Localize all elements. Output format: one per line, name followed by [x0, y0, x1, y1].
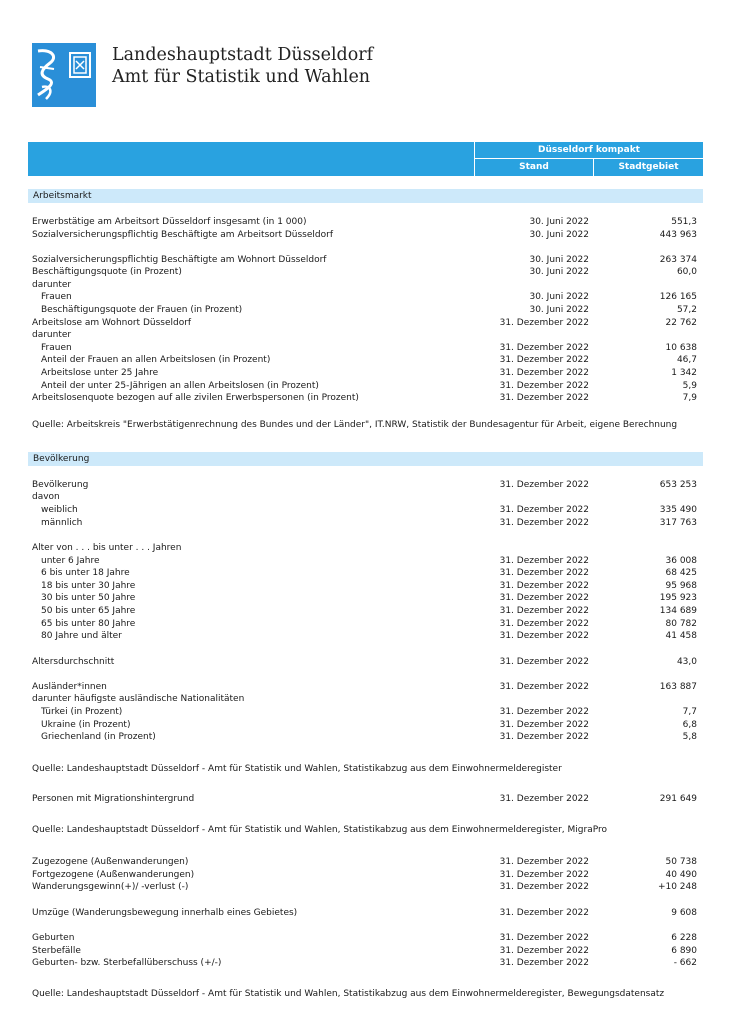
table-row	[32, 491, 700, 504]
row-stand: 31. Dezember 2022	[499, 946, 589, 956]
table-row	[32, 957, 700, 970]
table-row	[32, 907, 700, 920]
row-stand: 31. Dezember 2022	[499, 581, 589, 591]
row-stand: 31. Dezember 2022	[499, 606, 589, 616]
table-row	[32, 229, 700, 242]
row-stand: 31. Dezember 2022	[499, 958, 589, 968]
row-label: Altersdurchschnitt	[32, 657, 115, 667]
row-stand: 31. Dezember 2022	[499, 381, 589, 391]
row-value: 653 253	[659, 480, 697, 490]
table-row	[32, 504, 700, 517]
row-stand: 31. Dezember 2022	[499, 707, 589, 717]
row-stand: 30. Juni 2022	[529, 267, 589, 277]
row-value: 43,0	[676, 657, 697, 667]
row-label: 50 bis unter 65 Jahre	[41, 606, 136, 616]
row-stand: 31. Dezember 2022	[499, 882, 589, 892]
section-header-bevoelkerung	[28, 452, 703, 466]
row-label: Türkei (in Prozent)	[41, 707, 123, 717]
row-stand: 31. Dezember 2022	[499, 556, 589, 566]
row-value: 443 963	[659, 230, 697, 240]
source-note: Quelle: Arbeitskreis "Erwerbstätigenrechnung des Bundes und der Länder", IT.NRW, Statistik der Bundesagentur für Arbeit, eigene Berechnung	[32, 420, 678, 430]
table-row	[32, 216, 700, 229]
row-stand: 31. Dezember 2022	[499, 657, 589, 667]
row-value: 7,7	[682, 707, 697, 717]
row-stand: 31. Dezember 2022	[499, 355, 589, 365]
row-stand: 31. Dezember 2022	[499, 318, 589, 328]
row-label: weiblich	[41, 505, 78, 515]
row-stand: 31. Dezember 2022	[499, 343, 589, 353]
row-value: 36 008	[665, 556, 697, 566]
table-row	[32, 304, 700, 317]
row-label: darunter	[32, 280, 72, 290]
table-row	[32, 693, 700, 706]
row-value: 40 490	[665, 870, 697, 880]
table-row	[32, 517, 700, 530]
row-label: Umzüge (Wanderungsbewegung innerhalb eines Gebietes)	[32, 908, 298, 918]
row-value: 50 738	[665, 857, 697, 867]
row-value: - 662	[673, 958, 697, 968]
table-row	[32, 291, 700, 304]
row-label: Erwerbstätige am Arbeitsort Düsseldorf insgesamt (in 1 000)	[32, 217, 307, 227]
row-label: Anteil der Frauen an allen Arbeitslosen (in Prozent)	[41, 355, 271, 365]
source-note: Quelle: Landeshauptstadt Düsseldorf - Amt für Statistik und Wahlen, Statistikabzug aus dem Einwohnermelderegister, Bewegungsdatensatz	[32, 989, 665, 999]
table-row	[32, 656, 700, 669]
row-label: männlich	[41, 518, 83, 528]
city-logo	[32, 43, 96, 107]
row-value: 10 638	[665, 343, 697, 353]
row-stand: 30. Juni 2022	[529, 305, 589, 315]
row-value: 5,8	[682, 732, 697, 742]
row-value: +10 248	[657, 882, 697, 892]
section-header-arbeitsmarkt	[28, 189, 703, 203]
row-label: 30 bis unter 50 Jahre	[41, 593, 136, 603]
table-row	[32, 266, 700, 279]
section-title: Arbeitsmarkt	[33, 191, 92, 201]
row-stand: 31. Dezember 2022	[499, 857, 589, 867]
row-label: Arbeitslose am Wohnort Düsseldorf	[32, 318, 192, 328]
row-value: 291 649	[659, 794, 697, 804]
org-line-2: Amt für Statistik und Wahlen	[112, 67, 371, 87]
row-stand: 31. Dezember 2022	[499, 720, 589, 730]
row-label: Geburten- bzw. Sterbefallüberschuss (+/-)	[32, 958, 222, 968]
column-header-stadtgebiet: Stadtgebiet	[594, 159, 703, 176]
row-value: 5,9	[682, 381, 697, 391]
row-label: Alter von . . . bis unter . . . Jahren	[32, 543, 182, 553]
row-stand: 31. Dezember 2022	[499, 480, 589, 490]
row-stand: 31. Dezember 2022	[499, 908, 589, 918]
table-row	[32, 706, 700, 719]
row-value: 1 342	[671, 368, 697, 378]
row-value: 551,3	[671, 217, 697, 227]
table-row	[32, 542, 700, 555]
row-value: 335 490	[659, 505, 697, 515]
row-value: 41 458	[665, 631, 697, 641]
column-header-stand: Stand	[475, 159, 593, 176]
row-label: Beschäftigungsquote (in Prozent)	[32, 267, 182, 277]
row-stand: 30. Juni 2022	[529, 230, 589, 240]
row-stand: 30. Juni 2022	[529, 217, 589, 227]
row-value: 134 689	[659, 606, 697, 616]
row-stand: 31. Dezember 2022	[499, 732, 589, 742]
table-row	[32, 605, 700, 618]
table-row	[32, 731, 700, 744]
row-label: Zugezogene (Außenwanderungen)	[32, 857, 189, 867]
row-value: 317 763	[659, 518, 697, 528]
row-stand: 31. Dezember 2022	[499, 368, 589, 378]
row-stand: 31. Dezember 2022	[499, 505, 589, 515]
row-label: Fortgezogene (Außenwanderungen)	[32, 870, 195, 880]
section-title: Bevölkerung	[33, 454, 90, 464]
table-header-bar	[28, 142, 474, 176]
row-label: Frauen	[41, 292, 72, 302]
row-label: Griechenland (in Prozent)	[41, 732, 156, 742]
row-value: 163 887	[659, 682, 697, 692]
row-stand: 30. Juni 2022	[529, 292, 589, 302]
row-value: 46,7	[676, 355, 697, 365]
row-stand: 30. Juni 2022	[529, 255, 589, 265]
row-stand: 31. Dezember 2022	[499, 631, 589, 641]
table-row	[32, 367, 700, 380]
row-label: Anteil der unter 25-Jährigen an allen Arbeitslosen (in Prozent)	[41, 381, 319, 391]
row-stand: 31. Dezember 2022	[499, 870, 589, 880]
row-label: Sozialversicherungspflichtig Beschäftigte am Wohnort Düsseldorf	[32, 255, 327, 265]
column-group-header: Düsseldorf kompakt	[475, 142, 703, 158]
table-row	[32, 354, 700, 367]
table-row	[32, 932, 700, 945]
row-label: 65 bis unter 80 Jahre	[41, 619, 136, 629]
row-stand: 31. Dezember 2022	[499, 682, 589, 692]
row-label: Wanderungsgewinn(+)/ -verlust (-)	[32, 882, 189, 892]
table-row	[32, 856, 700, 869]
row-label: darunter	[32, 330, 72, 340]
table-row	[32, 592, 700, 605]
row-label: Ausländer*innen	[32, 682, 107, 692]
table-row	[32, 630, 700, 643]
row-value: 6,8	[682, 720, 697, 730]
row-label: 80 Jahre und älter	[41, 631, 122, 641]
row-stand: 31. Dezember 2022	[499, 619, 589, 629]
row-label: Sterbefälle	[32, 946, 81, 956]
row-stand: 31. Dezember 2022	[499, 393, 589, 403]
row-value: 57,2	[676, 305, 697, 315]
row-label: Frauen	[41, 343, 72, 353]
row-label: unter 6 Jahre	[41, 556, 100, 566]
duesseldorf-emblem-icon	[32, 43, 96, 107]
row-label: Arbeitslose unter 25 Jahre	[41, 368, 159, 378]
row-value: 195 923	[659, 593, 697, 603]
row-label: Bevölkerung	[32, 480, 89, 490]
table-row	[32, 392, 700, 405]
row-value: 6 228	[671, 933, 697, 943]
row-value: 7,9	[682, 393, 697, 403]
row-value: 126 165	[659, 292, 697, 302]
organization-name	[112, 44, 373, 88]
row-stand: 31. Dezember 2022	[499, 568, 589, 578]
row-value: 60,0	[676, 267, 697, 277]
table-row	[32, 567, 700, 580]
row-label: darunter häufigste ausländische Nationalitäten	[32, 694, 245, 704]
row-label: Sozialversicherungspflichtig Beschäftigte am Arbeitsort Düsseldorf	[32, 230, 333, 240]
row-label: Personen mit Migrationshintergrund	[32, 794, 195, 804]
source-note: Quelle: Landeshauptstadt Düsseldorf - Amt für Statistik und Wahlen, Statistikabzug aus dem Einwohnermelderegister, MigraPro	[32, 825, 607, 835]
table-row	[32, 793, 700, 806]
source-note: Quelle: Landeshauptstadt Düsseldorf - Amt für Statistik und Wahlen, Statistikabzug aus dem Einwohnermelderegister	[32, 764, 562, 774]
row-value: 9 608	[671, 908, 697, 918]
row-label: davon	[32, 492, 60, 502]
row-label: Beschäftigungsquote der Frauen (in Prozent)	[41, 305, 243, 315]
table-row	[32, 881, 700, 894]
org-line-1: Landeshauptstadt Düsseldorf	[112, 45, 374, 65]
row-value: 68 425	[665, 568, 697, 578]
row-label: Geburten	[32, 933, 75, 943]
table-row	[32, 329, 700, 342]
row-stand: 31. Dezember 2022	[499, 794, 589, 804]
row-stand: 31. Dezember 2022	[499, 593, 589, 603]
row-value: 22 762	[665, 318, 697, 328]
row-label: 6 bis unter 18 Jahre	[41, 568, 130, 578]
row-stand: 31. Dezember 2022	[499, 518, 589, 528]
row-label: Arbeitslosenquote bezogen auf alle zivilen Erwerbspersonen (in Prozent)	[32, 393, 359, 403]
row-value: 95 968	[665, 581, 697, 591]
row-stand: 31. Dezember 2022	[499, 933, 589, 943]
row-label: Ukraine (in Prozent)	[41, 720, 131, 730]
row-value: 263 374	[659, 255, 697, 265]
row-value: 6 890	[671, 946, 697, 956]
row-label: 18 bis unter 30 Jahre	[41, 581, 136, 591]
row-value: 80 782	[665, 619, 697, 629]
